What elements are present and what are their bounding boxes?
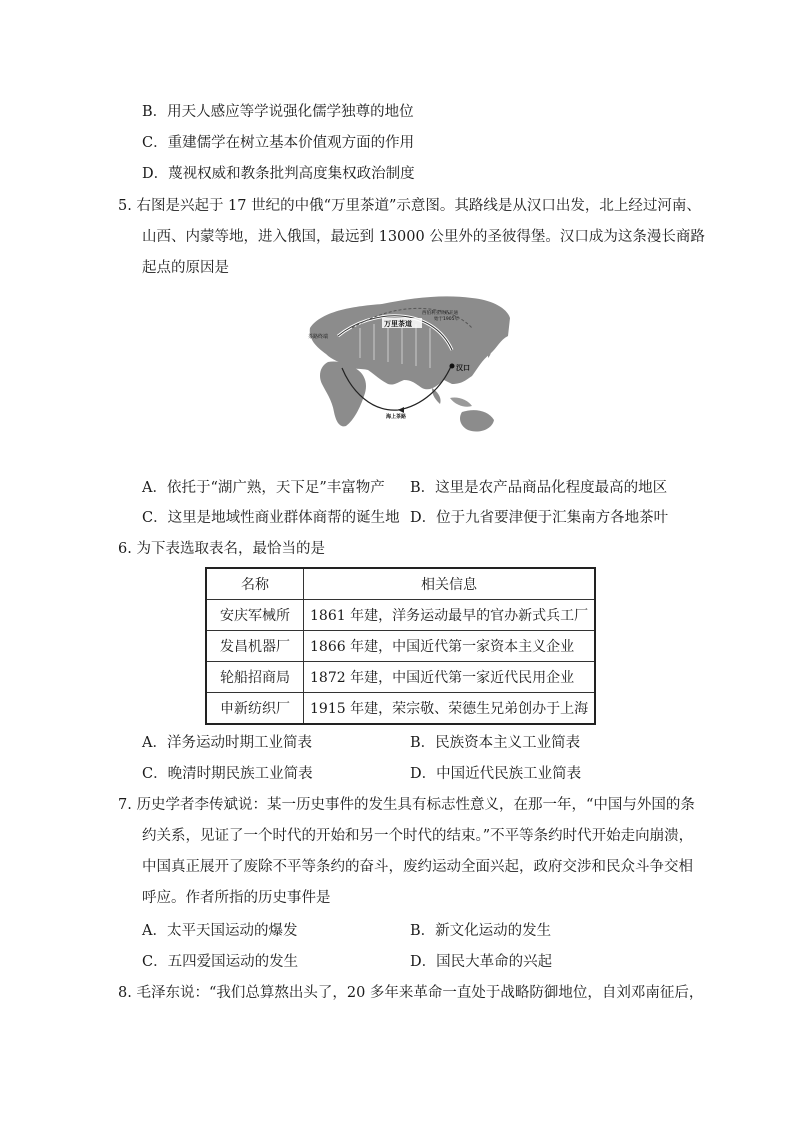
q7-stem-line-3: 中国真正展开了废除不平等条约的奋斗，废约运动全面兴起，政府交涉和民众斗争交相	[142, 859, 693, 875]
q5-option-d: D．位于九省要津便于汇集南方各地茶叶	[410, 510, 669, 526]
table-cell-name: 安庆军械所	[206, 600, 304, 631]
table-row	[206, 600, 595, 631]
table-row	[206, 693, 595, 725]
table-cell-info: 1872 年建，中国近代第一家近代民用企业	[304, 662, 596, 693]
q6-option-b: B．民族资本主义工业简表	[410, 735, 581, 751]
q4-option-b: B．用天人感应等学说强化儒学独尊的地位	[142, 104, 414, 120]
q7-stem-line-1: 7. 历史学者李传斌说：某一历史事件的发生具有标志性意义，在那一年，“中国与外国的条	[118, 797, 695, 813]
q7-option-b: B．新文化运动的发生	[410, 923, 552, 939]
q5-option-a: A．依托于“湖广熟，天下足”丰富物产	[142, 480, 385, 496]
q6-option-c: C．晚清时期民族工业简表	[142, 766, 313, 782]
q7-stem-line-2: 约关系，见证了一个时代的开始和另一个时代的结束。”不平等条约时代开始走向崩溃，	[142, 828, 694, 844]
enterprise-table	[205, 567, 596, 725]
table-cell-info: 1866 年建，中国近代第一家资本主义企业	[304, 631, 596, 662]
q7-stem-line-4: 呼应。作者所指的历史事件是	[142, 890, 331, 906]
map-label-1905: 始于1905年	[434, 317, 459, 322]
table-header-row	[206, 568, 595, 600]
q5-stem-line-1: 5. 右图是兴起于 17 世纪的中俄“万里茶道”示意图。其路线是从汉口出发，北上经过河南、	[118, 198, 701, 214]
q6-stem: 6. 为下表选取表名，最恰当的是	[118, 541, 325, 557]
map-label-terminal: 茶路终端	[308, 334, 329, 340]
q5-stem-line-2: 山西、内蒙等地，进入俄国，最远到 13000 公里外的圣彼得堡。汉口成为这条漫长商路	[142, 229, 705, 245]
q5-option-c: C．这里是地域性商业群体商帮的诞生地	[142, 510, 400, 526]
q4-option-d: D．蔑视权威和教条批判高度集权政治制度	[142, 166, 415, 182]
table-cell-name: 申新纺织厂	[206, 693, 304, 725]
map-label-railway: 西伯利亚铁路开通	[422, 311, 458, 316]
q6-option-d: D．中国近代民族工业简表	[410, 766, 582, 782]
q4-option-c: C．重建儒学在树立基本价值观方面的作用	[142, 135, 415, 151]
map-label-hankou: 汉口	[456, 364, 470, 372]
q7-option-d: D．国民大革命的兴起	[410, 954, 553, 970]
table-row	[206, 662, 595, 693]
table-cell-info: 1915 年建，荣宗敬、荣德生兄弟创办于上海	[304, 693, 596, 725]
q7-option-a: A．太平天国运动的爆发	[142, 923, 298, 939]
q5-option-b: B．这里是农产品商品化程度最高的地区	[410, 480, 668, 496]
table-header-name: 名称	[206, 568, 304, 600]
map-label-sea-route: 海上茶路	[386, 414, 407, 420]
q5-stem-line-3: 起点的原因是	[142, 260, 229, 276]
table-cell-name: 发昌机器厂	[206, 631, 304, 662]
table-row	[206, 631, 595, 662]
table-cell-info: 1861 年建，洋务运动最早的官办新式兵工厂	[304, 600, 596, 631]
q7-option-c: C．五四爱国运动的发生	[142, 954, 299, 970]
map-title: 万里茶道	[384, 320, 412, 328]
tea-road-map	[302, 288, 512, 438]
table-header-info: 相关信息	[304, 568, 596, 600]
table-cell-name: 轮船招商局	[206, 662, 304, 693]
q8-stem-line-1: 8. 毛泽东说：“我们总算熬出头了，20 多年来革命一直处于战略防御地位，自刘邓南征后，	[118, 985, 704, 1001]
q6-option-a: A．洋务运动时期工业简表	[142, 735, 312, 751]
